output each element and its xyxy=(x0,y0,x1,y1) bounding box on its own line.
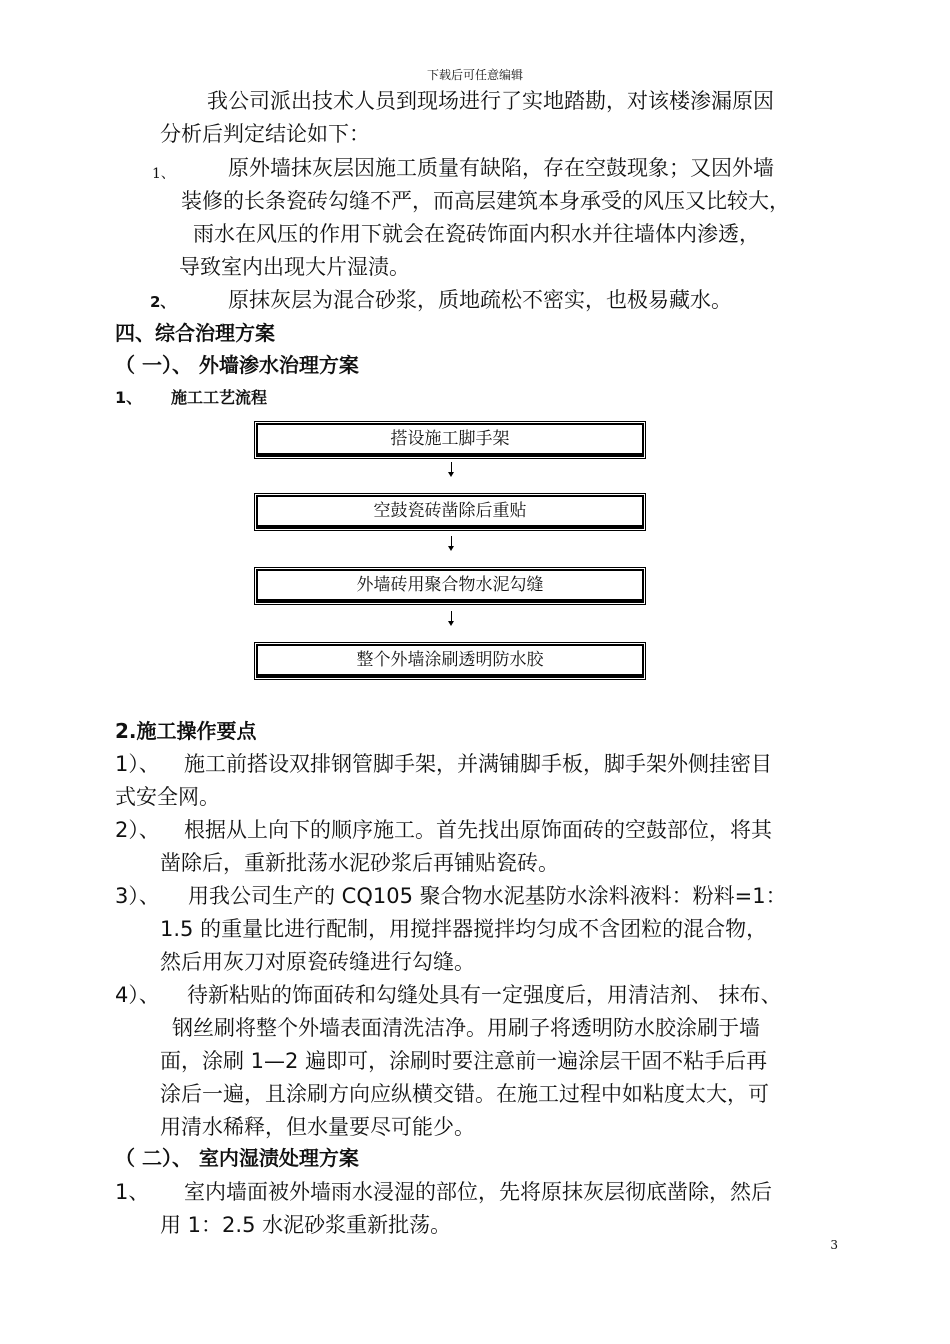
op-3-line-3: 然后用灰刀对原瓷砖缝进行勾缝。 xyxy=(160,950,475,974)
op-2-number: 2）、 xyxy=(115,818,160,842)
indoor-1-line-1: 室内墙面被外墙雨水浸湿的部位，先将原抹灰层彻底凿除，然后 xyxy=(184,1180,772,1204)
flow-title: 施工工艺流程 xyxy=(171,388,268,407)
op-4-number: 4）、 xyxy=(115,983,160,1007)
op-4-line-2: 钢丝刷将整个外墙表面清洗洁净。用刷子将透明防水胶涂刷于墙 xyxy=(172,1016,760,1040)
conclusion-2-line-1: 原抹灰层为混合砂浆，质地疏松不密实，也极易藏水。 xyxy=(228,288,732,312)
op-1-line-1: 施工前搭设双排钢管脚手架，并满铺脚手板，脚手架外侧挂密目 xyxy=(184,752,772,776)
ops-title: 2.施工操作要点 xyxy=(115,719,257,743)
conclusion-2-number: 2、 xyxy=(150,293,176,311)
op-1-line-2: 式安全网。 xyxy=(115,785,220,809)
flow-step-2: 空鼓瓷砖凿除后重贴 xyxy=(254,493,646,531)
flow-step-3: 外墙砖用聚合物水泥勾缝 xyxy=(254,567,646,605)
page-number: 3 xyxy=(830,1238,838,1252)
flow-arrow-2 xyxy=(449,536,453,551)
op-3-line-2: 1.5 的重量比进行配制，用搅拌器搅拌均匀成不含团粒的混合物， xyxy=(160,917,768,941)
op-2-line-2: 凿除后，重新批荡水泥砂浆后再铺贴瓷砖。 xyxy=(160,851,559,875)
op-3-number: 3）、 xyxy=(115,884,160,908)
intro-line-1: 我公司派出技术人员到现场进行了实地踏勘，对该楼渗漏原因 xyxy=(207,89,774,113)
conclusion-1-line-4: 导致室内出现大片湿渍。 xyxy=(179,255,410,279)
conclusion-1-line-1: 原外墙抹灰层因施工质量有缺陷，存在空鼓现象；又因外墙 xyxy=(228,156,774,180)
flow-title-number: 1、 xyxy=(115,388,143,407)
op-2-line-1: 根据从上向下的顺序施工。首先找出原饰面砖的空鼓部位，将其 xyxy=(184,818,772,842)
op-4-line-5: 用清水稀释，但水量要尽可能少。 xyxy=(160,1115,475,1139)
subsection-1-title: （ 一）、 外墙渗水治理方案 xyxy=(115,353,359,377)
indoor-1-line-2: 用 1：2.5 水泥砂浆重新批荡。 xyxy=(160,1213,452,1237)
op-4-line-1: 待新粘贴的饰面砖和勾缝处具有一定强度后，用清洁剂、 抹布、 xyxy=(187,983,782,1007)
flow-step-1: 搭设施工脚手架 xyxy=(254,421,646,459)
flow-step-4: 整个外墙涂刷透明防水胶 xyxy=(254,642,646,680)
page-header: 下载后可任意编辑 xyxy=(426,68,523,82)
op-3-line-1: 用我公司生产的 CQ105 聚合物水泥基防水涂料液料：粉料=1： xyxy=(188,884,787,908)
conclusion-1-number: 1、 xyxy=(152,166,175,182)
flow-arrow-1 xyxy=(449,462,453,477)
intro-line-2: 分析后判定结论如下： xyxy=(160,122,370,146)
section-4-title: 四、综合治理方案 xyxy=(115,321,275,345)
op-4-line-3: 面，涂刷 1—2 遍即可，涂刷时要注意前一遍涂层干固不粘手后再 xyxy=(160,1049,768,1073)
op-4-line-4: 涂后一遍，且涂刷方向应纵横交错。在施工过程中如粘度太大，可 xyxy=(160,1082,769,1106)
op-1-number: 1）、 xyxy=(115,752,160,776)
subsection-2-title: （ 二）、 室内湿渍处理方案 xyxy=(115,1146,359,1170)
conclusion-1-line-3: 雨水在风压的作用下就会在瓷砖饰面内积水并往墙体内渗透， xyxy=(193,222,760,246)
conclusion-1-line-2: 装修的长条瓷砖勾缝不严，而高层建筑本身承受的风压又比较大， xyxy=(181,189,790,213)
indoor-1-number: 1、 xyxy=(115,1180,150,1204)
flow-arrow-3 xyxy=(449,611,453,626)
